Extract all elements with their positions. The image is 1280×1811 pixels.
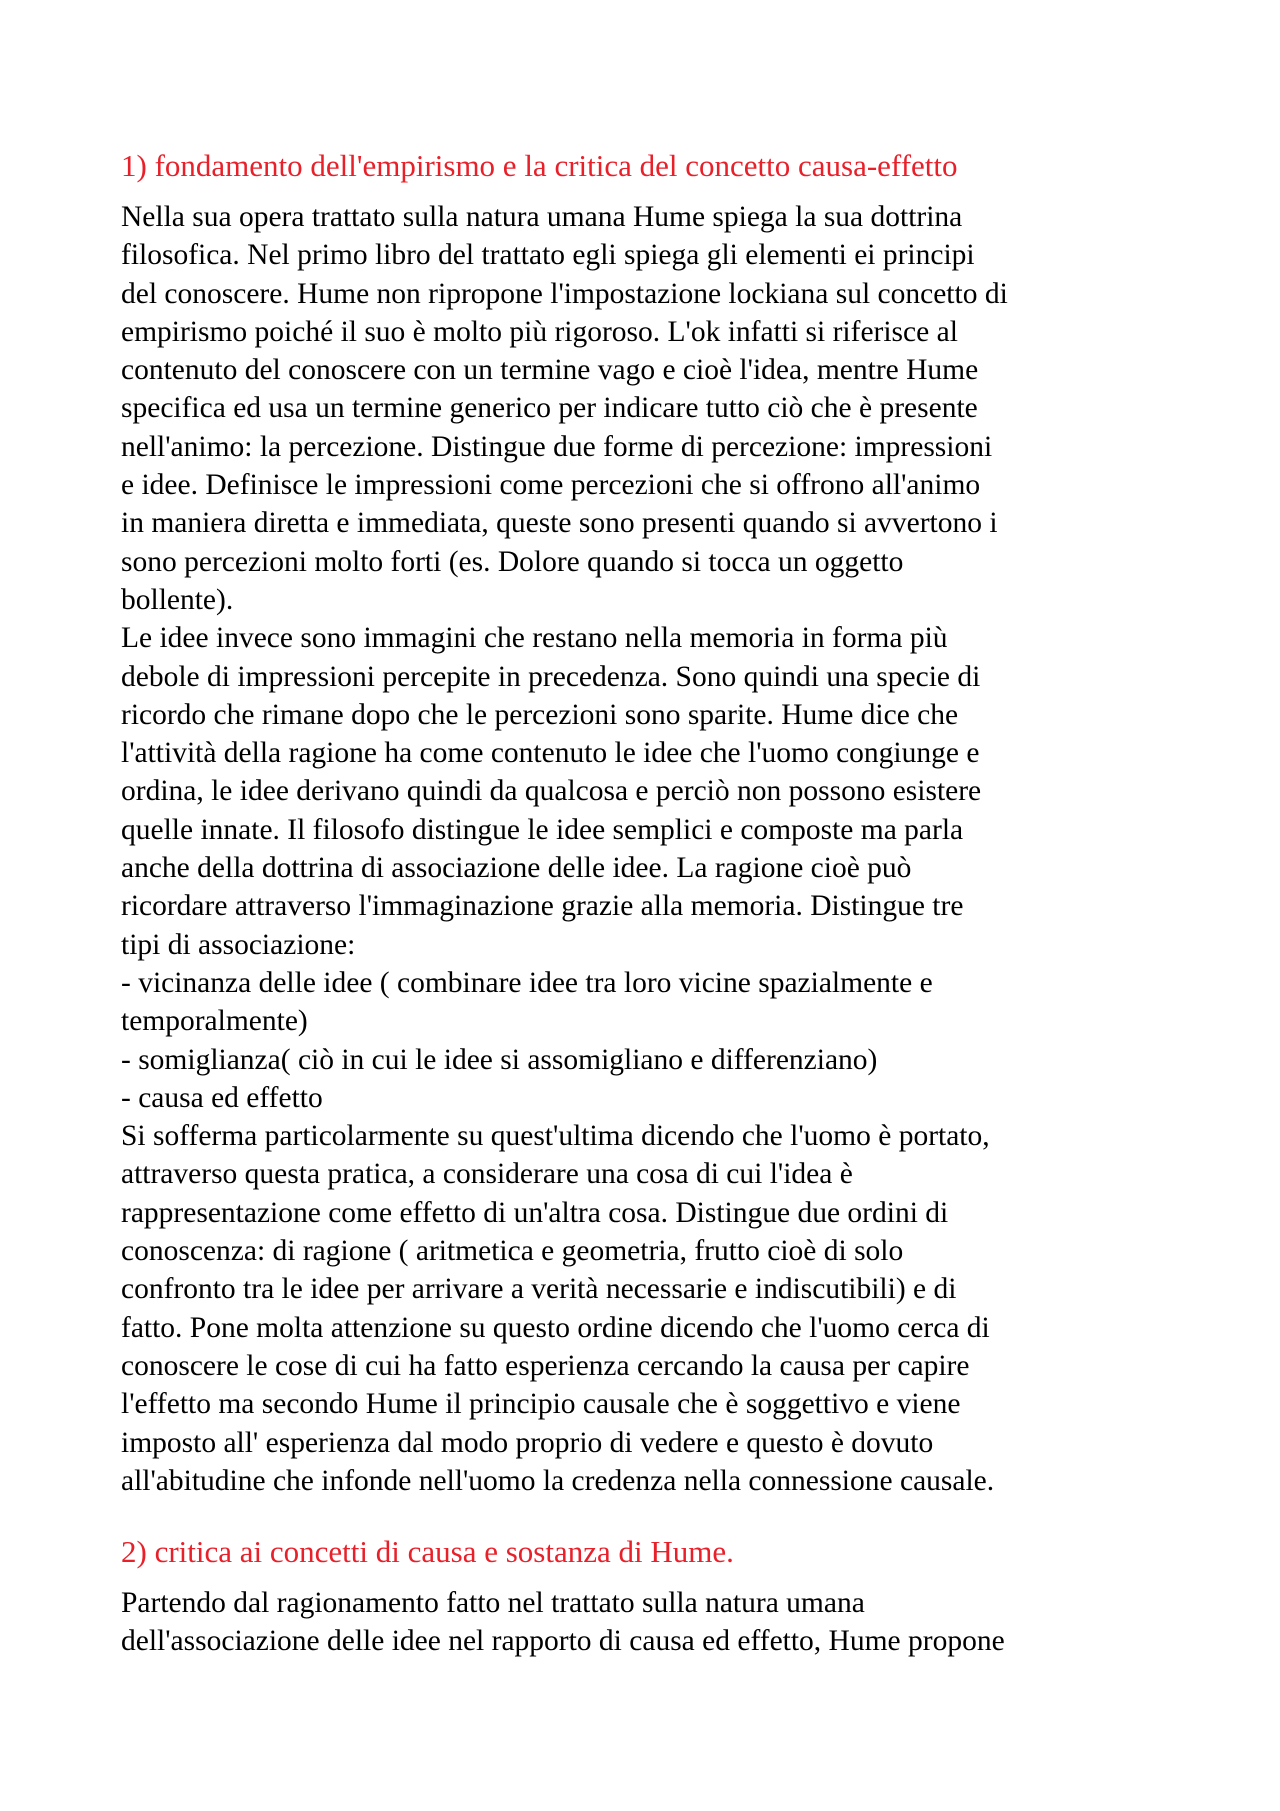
section-2-heading: 2) critica ai concetti di causa e sostanza di Hume.	[121, 1534, 734, 1570]
section-2-body: Partendo dal ragionamento fatto nel trattato sulla natura umana dell'associazione delle idee nel rapporto di causa ed effetto, Hume propone	[121, 1587, 1005, 1658]
section-1-body: Nella sua opera trattato sulla natura umana Hume spiega la sua dottrina filosofica. Nel primo libro del trattato egli spiega gli elementi ei principi del conoscere. Hume non ripropone l'impostazione lockiana sul concetto di empirismo poiché il suo è molto più rigoroso. L'ok infatti si riferisce al contenuto del conoscere con un termine vago e cioè l'idea, mentre Hume specifica ed usa un termine generico per indicare tutto ciò che è presente nell'animo: la percezione. Distingue due forme di percezione: impressioni e idee. Definisce le impressioni come percezioni che si offrono all'animo in maniera diretta e immediata, queste sono presenti quando si avvertono i sono percezioni molto forti (es. Dolore quando si tocca un oggetto bollente). Le idee invece sono immagini che restano nella memoria in forma più debole di impressioni percepite in precedenza. Sono quindi una specie di ricordo che rimane dopo che le percezioni sono sparite. Hume dice che l'attività della ragione ha come contenuto le idee che l'uomo congiunge e ordina, le idee derivano quindi da qualcosa e perciò non possono esistere quelle innate. Il filosofo distingue le idee semplici e composte ma parla anche della dottrina di associazione delle idee. La ragione cioè può ricordare attraverso l'immaginazione grazie alla memoria. Distingue tre tipi di associazione: - vicinanza delle idee ( combinare idee tra loro vicine spazialmente e temporalmente) - somiglianza( ciò in cui le idee si assomigliano e differenziano) - causa ed effetto Si sofferma particolarmente su quest'ultima dicendo che l'uomo è portato, attraverso questa pratica, a considerare una cosa di cui l'idea è rappresentazione come effetto di un'altra cosa. Distingue due ordini di conoscenza: di ragione ( aritmetica e geometria, frutto cioè di solo confronto tra le idee per arrivare a verità necessarie e indiscutibili) e di fatto. Pone molta attenzione su questo ordine dicendo che l'uomo cerca di conoscere le cose di cui ha fatto esperienza cercando la causa per capire l'effetto ma secondo Hume il principio causale che è soggettivo e viene imposto all' esperienza dal modo proprio di vedere e questo è dovuto all'abitudine che infonde nell'uomo la credenza nella connessione causale.	[121, 201, 1008, 1497]
section-1-heading: 1) fondamento dell'empirismo e la critica del concetto causa-effetto	[121, 148, 958, 183]
document-page	[121, 146, 1171, 1661]
